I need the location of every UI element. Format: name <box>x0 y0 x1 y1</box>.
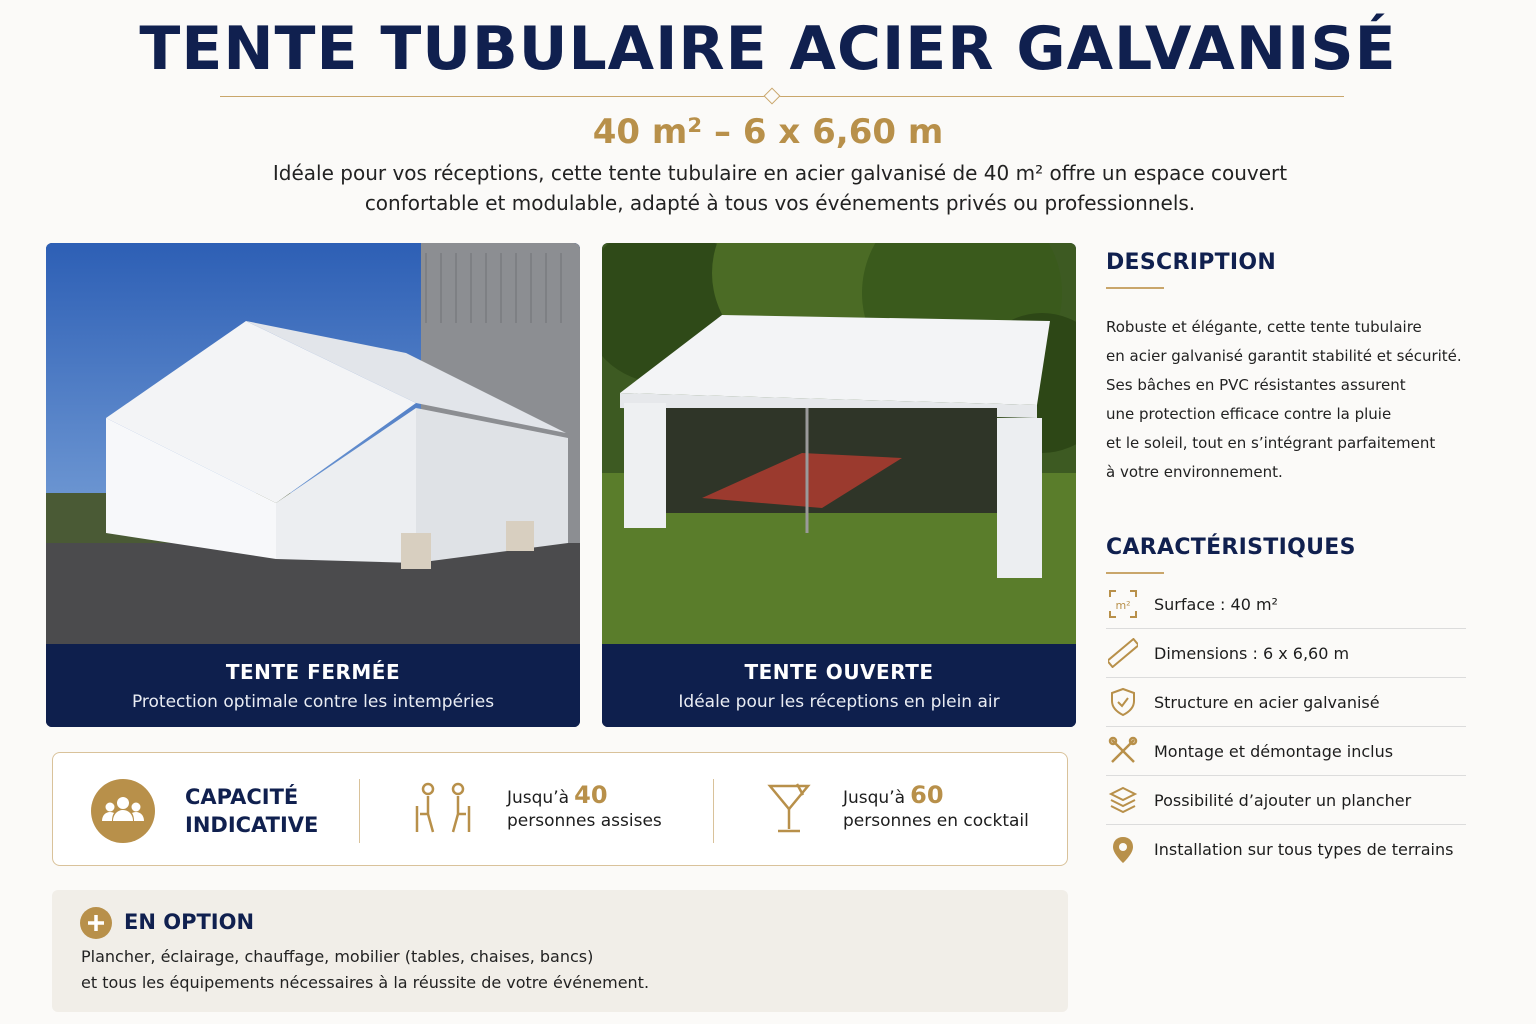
intro-line-1: Idéale pour vos réceptions, cette tente tubulaire en acier galvanisé de 40 m² offre un espace couvert <box>272 161 1288 185</box>
capacity-label-line2: INDICATIVE <box>185 813 319 837</box>
feature-label: Installation sur tous types de terrains <box>1154 840 1454 859</box>
seated-people-icon <box>413 781 473 839</box>
feature-label: Possibilité d’ajouter un plancher <box>1154 790 1412 810</box>
seated-capacity <box>507 781 662 831</box>
description-text <box>1106 313 1476 487</box>
seated-value: 40 <box>574 781 608 809</box>
description-line: Ses bâches en PVC résistantes assurent <box>1106 376 1406 394</box>
svg-text:m²: m² <box>1115 599 1131 612</box>
capacity-box <box>52 752 1068 866</box>
feature-label: Dimensions : 6 x 6,60 m <box>1154 643 1350 663</box>
ruler-icon <box>1106 636 1140 670</box>
cocktail-capacity <box>843 781 1029 831</box>
feature-label: Montage et démontage inclus <box>1154 741 1394 761</box>
intro-line-2: confortable et modulable, adapté à tous vos événements privés ou professionnels. <box>364 191 1196 215</box>
seated-label: personnes assises <box>507 811 662 831</box>
capacity-label <box>185 783 318 839</box>
cocktail-glass-icon <box>767 783 811 835</box>
card-closed-tent <box>46 243 580 727</box>
page-title: TENTE TUBULAIRE ACIER GALVANISÉ <box>139 14 1397 84</box>
description-line: à votre environnement. <box>1106 463 1283 481</box>
features-list <box>1106 580 1476 874</box>
plus-circle-icon <box>80 907 112 939</box>
closed-tent-subtitle: Protection optimale contre les intempéries <box>131 692 495 712</box>
intro-text <box>240 158 1320 218</box>
capacity-label-line1: CAPACITÉ <box>185 785 299 809</box>
feature-item <box>1106 776 1466 825</box>
tools-icon <box>1106 734 1140 768</box>
description-line: une protection efficace contre la pluie <box>1106 405 1392 423</box>
description-heading-underline <box>1106 287 1164 289</box>
cocktail-label: personnes en cocktail <box>843 811 1029 831</box>
page-subtitle: 40 m² – 6 x 6,60 m <box>592 112 944 152</box>
closed-tent-title: TENTE FERMÉE <box>225 660 401 684</box>
cocktail-prefix: Jusqu’à <box>843 788 906 808</box>
right-column <box>1106 250 1476 874</box>
feature-item <box>1106 727 1466 776</box>
seated-prefix: Jusqu’à <box>507 788 570 808</box>
cocktail-value: 60 <box>910 781 944 809</box>
open-tent-caption <box>602 644 1076 727</box>
features-heading-underline <box>1106 572 1164 574</box>
description-line: en acier galvanisé garantit stabilité et sécurité. <box>1106 347 1462 365</box>
option-line-1: Plancher, éclairage, chauffage, mobilier (tables, chaises, bancs) <box>81 947 594 966</box>
divider-diamond <box>764 88 781 105</box>
capacity-divider <box>713 779 714 843</box>
option-box <box>52 890 1068 1012</box>
feature-item <box>1106 580 1466 629</box>
closed-tent-photo <box>46 243 580 644</box>
open-tent-photo <box>602 243 1076 644</box>
feature-item <box>1106 825 1466 874</box>
closed-tent-caption <box>46 644 580 727</box>
shield-check-icon <box>1106 685 1140 719</box>
option-text <box>81 944 649 996</box>
option-heading: EN OPTION <box>124 910 255 934</box>
people-group-icon <box>91 779 155 843</box>
feature-item <box>1106 629 1466 678</box>
area-m2-icon <box>1106 587 1140 621</box>
card-open-tent <box>602 243 1076 727</box>
layers-icon <box>1106 783 1140 817</box>
feature-item <box>1106 678 1466 727</box>
capacity-divider <box>359 779 360 843</box>
option-line-2: et tous les équipements nécessaires à la réussite de votre événement. <box>81 973 650 992</box>
open-tent-subtitle: Idéale pour les réceptions en plein air <box>678 692 1000 712</box>
feature-label: Structure en acier galvanisé <box>1154 692 1380 712</box>
location-pin-icon <box>1106 833 1140 867</box>
title-divider <box>220 96 1344 97</box>
description-heading: DESCRIPTION <box>1106 250 1277 275</box>
description-line: Robuste et élégante, cette tente tubulaire <box>1106 318 1422 336</box>
open-tent-title: TENTE OUVERTE <box>744 660 934 684</box>
feature-label: Surface : 40 m² <box>1154 594 1278 614</box>
description-line: et le soleil, tout en s’intégrant parfaitement <box>1106 434 1436 452</box>
features-heading: CARACTÉRISTIQUES <box>1106 535 1356 560</box>
